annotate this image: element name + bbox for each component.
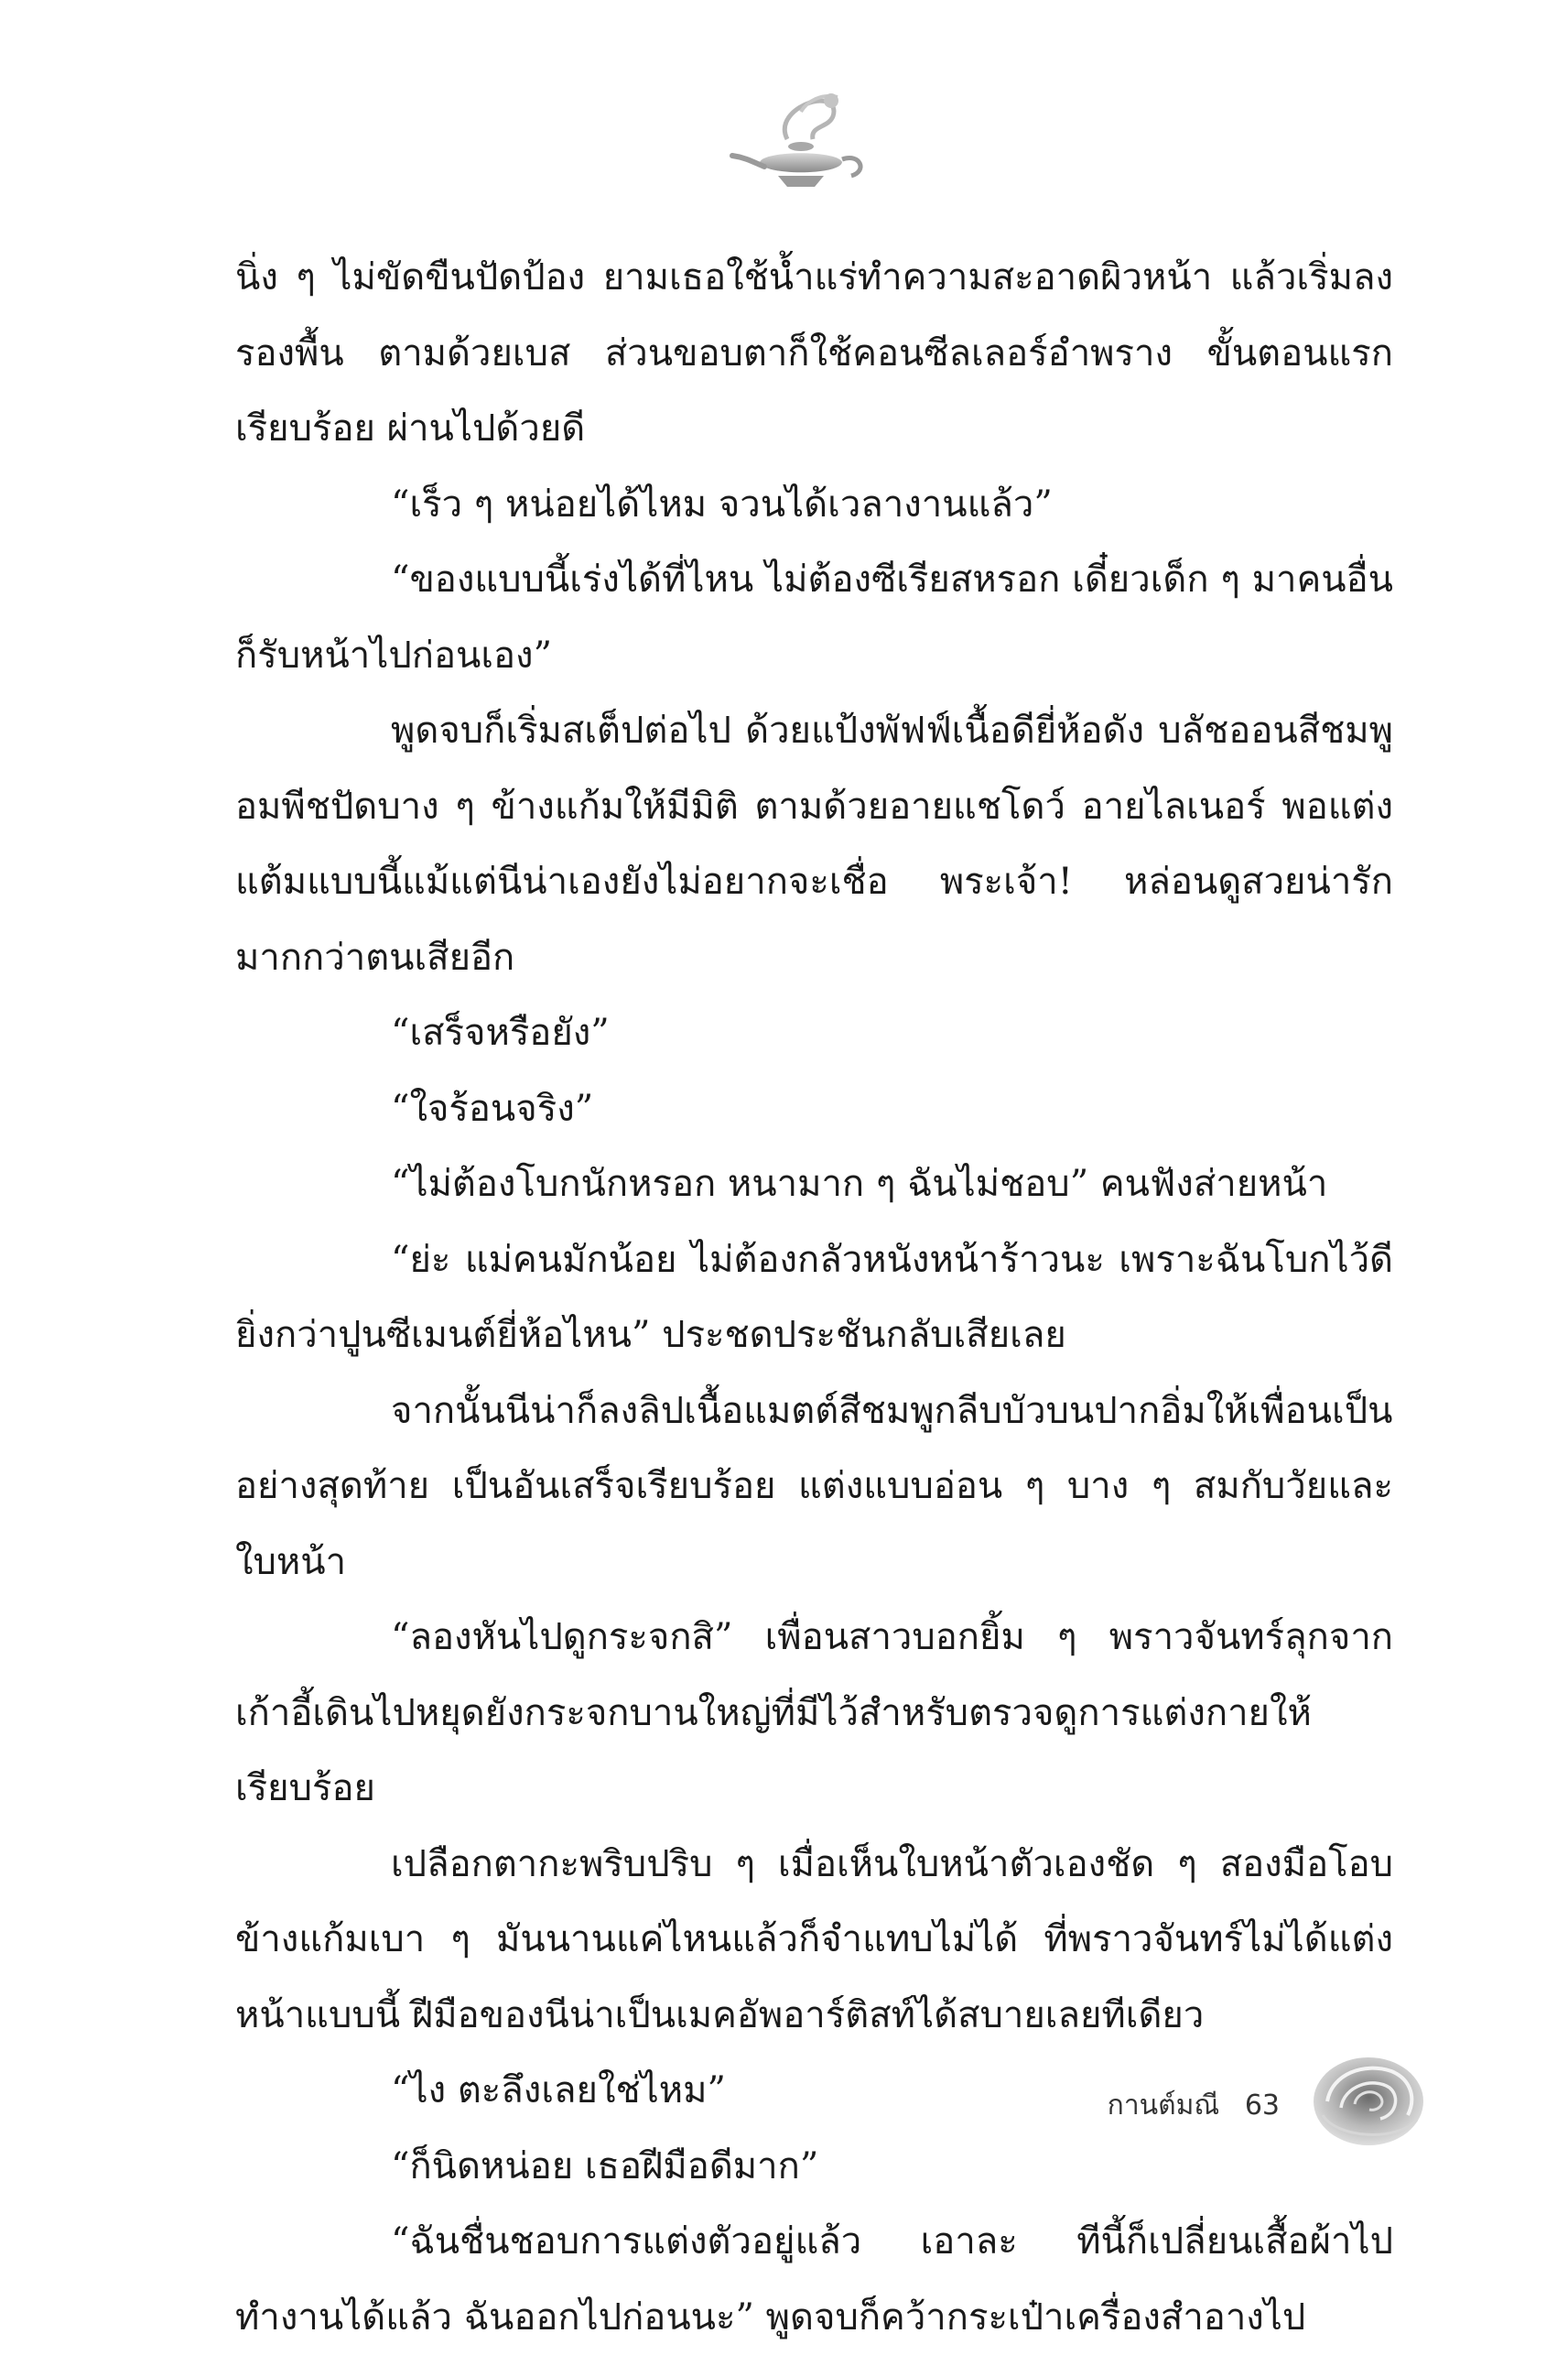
page-number: 63 (1244, 2089, 1280, 2122)
paragraph: “ของแบบนี้เร่งได้ที่ไหน ไม่ต้องซีเรียสหรอก เดี๋ยวเด็ก ๆ มาคนอื่นก็รับหน้าไปก่อนเอง” (235, 559, 1393, 677)
paragraph: “เสร็จหรือยัง” (391, 1012, 610, 1054)
paragraph: “ไง ตะลึงเลยใช่ไหม” (391, 2069, 726, 2111)
book-title: กานต์มณี (1107, 2089, 1220, 2122)
paragraph: จากนั้นนีน่าก็ลงลิปเนื้อแมตต์สีชมพูกลีบบัวบนปากอิ่มให้เพื่อนเป็นอย่างสุดท้าย เป็นอันเสร็จเรียบร้อย แต่งแบบอ่อน ๆ บาง ๆ สมกับวัยและใบหน้า (235, 1389, 1393, 1583)
paragraph: “ย่ะ แม่คนมักน้อย ไม่ต้องกลัวหนังหน้าร้าวนะ เพราะฉันโบกไว้ดี ยิ่งกว่าปูนซีเมนต์ยี่ห้อไหน” ประชดประชันกลับเสียเลย (235, 1238, 1393, 1356)
paragraph: “ลองหันไปดูกระจกสิ” เพื่อนสาวบอกยิ้ม ๆ พราวจันทร์ลุกจากเก้าอี้เดินไปหยุดยังกระจกบานใหญ่ที่มีไว้สำหรับตรวจดูการแต่งกายให้เรียบร้อย (235, 1616, 1393, 1809)
paragraph: “ฉันชื่นชอบการแต่งตัวอยู่แล้ว เอาละ ทีนี้ก็เปลี่ยนเสื้อผ้าไปทำงานได้แล้ว ฉันออกไปก่อนนะ” พูดจบก็คว้ากระเป๋าเครื่องสำอางไป (235, 2220, 1393, 2339)
paragraph: เปลือกตากะพริบปริบ ๆ เมื่อเห็นใบหน้าตัวเองชัด ๆ สองมือโอบข้างแก้มเบา ๆ มันนานแค่ไหนแล้วก็จำแทบไม่ได้ ที่พราวจันทร์ไม่ได้แต่งหน้าแบบนี้ ฝีมือของนีน่าเป็นเมคอัพอาร์ติสท์ได้สบายเลยทีเดียว (235, 1842, 1393, 2036)
page-footer (1007, 2051, 1428, 2152)
body-text (235, 240, 1393, 2355)
paragraph: “ใจร้อนจริง” (391, 1087, 594, 1130)
paragraph: “ไม่ต้องโบกนักหรอก หนามาก ๆ ฉันไม่ชอบ” คนฟังส่ายหน้า (391, 1163, 1328, 1205)
footer-text (1108, 2084, 1280, 2127)
paragraph: “ก็นิดหน่อย เธอฝีมือดีมาก” (391, 2144, 819, 2187)
paragraph: “เร็ว ๆ หน่อยได้ไหม จวนได้เวลางานแล้ว” (391, 483, 1053, 526)
magic-lamp-icon (723, 84, 879, 203)
paragraph: นิ่ง ๆ ไม่ขัดขืนปัดป้อง ยามเธอใช้น้ำแร่ทำความสะอาดผิวหน้า แล้วเริ่มลงรองพื้น ตามด้วยเบส ส่วนขอบตาก็ใช้คอนซีลเลอร์อำพราง ขั้นตอนแรกเรียบร้อย ผ่านไปด้วยดี (235, 256, 1393, 450)
paragraph: พูดจบก็เริ่มสเต็ปต่อไป ด้วยแป้งพัฟฟ์เนื้อดียี่ห้อดัง บลัชออนสีชมพูอมพีชปัดบาง ๆ ข้างแก้มให้มีมิติ ตามด้วยอายแชโดว์ อายไลเนอร์ พอแต่งแต้มแบบนี้แม้แต่นีน่าเองยังไม่อยากจะเชื่อ พระเจ้า! หล่อนดูสวยน่ารักมากกว่าตนเสียอีก (235, 710, 1393, 979)
rose-icon (1309, 2051, 1428, 2152)
